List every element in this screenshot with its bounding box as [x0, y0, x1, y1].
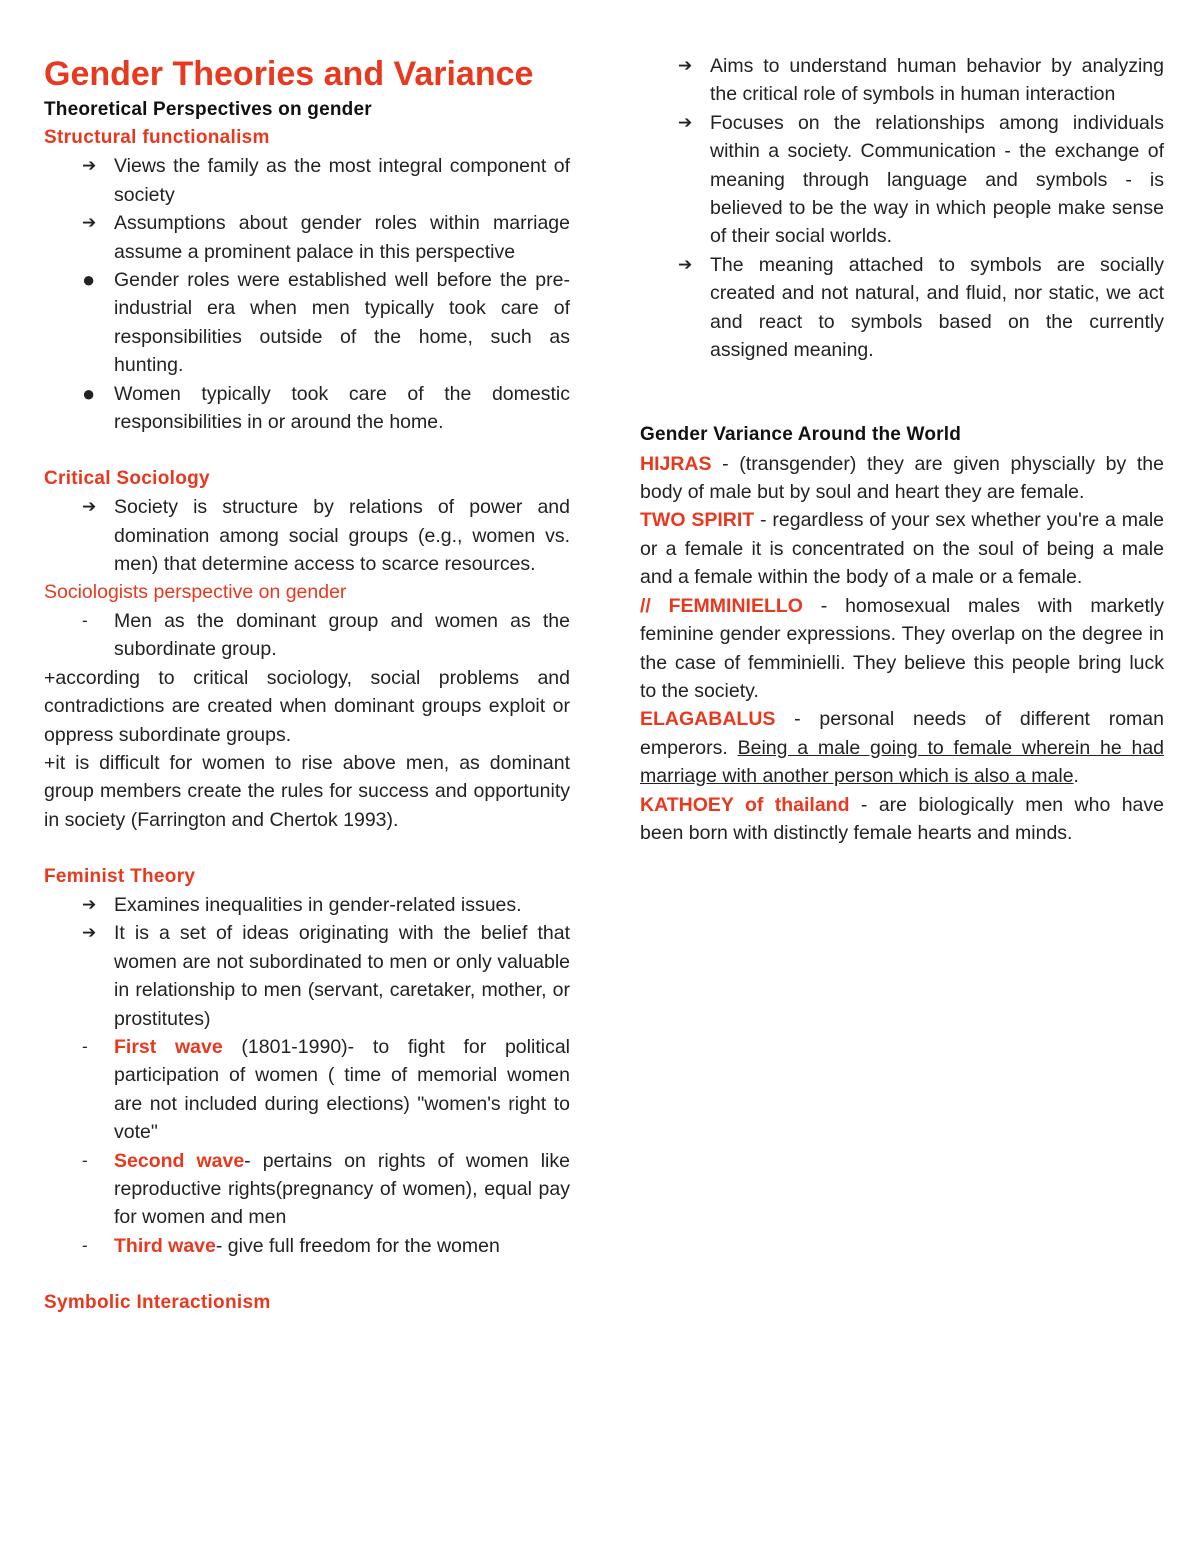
variance-term: TWO SPIRIT	[640, 509, 755, 532]
dash-icon: -	[82, 1150, 88, 1170]
variance-entry-two-spirit: TWO SPIRIT - regardless of your sex whether you're a male or a female it is concentrated on the soul of being a male and a female within the body of a male or a female.	[640, 509, 1164, 589]
critical-paragraph-2: +it is difficult for women to rise above men, as dominant group members create the rules for success and opportunity in society (Farrington and Chertok 1993).	[44, 751, 570, 831]
dash-icon: -	[82, 1036, 88, 1056]
list-item: ● Gender roles were established well before the pre-industrial era when men typically took care of responsibilities outside of the home, such as hunting.	[82, 267, 570, 377]
list-item: ➔ Focuses on the relationships among individuals within a society. Communication - the exchange of meaning through language and symbols - is believed to be the way in which people make sense of their social worlds.	[640, 109, 1164, 251]
bullet-icon: ●	[82, 267, 96, 293]
arrow-icon: ➔	[82, 497, 97, 517]
list-item: ➔ It is a set of ideas originating with the belief that women are not subordinated to men or only valuable in relationship to men (servant, caretaker, mother, or prostitutes)	[44, 919, 570, 1033]
right-column	[640, 52, 1164, 847]
dash-icon: -	[82, 610, 88, 630]
wave-item: - First wave (1801-1990)- to fight for political participation of women ( time of memorial women are not included during elections) "women's right to vote"	[44, 1033, 570, 1147]
variance-entry-kathoey: KATHOEY of thailand - are biologically men who have been born with distinctly female hearts and minds.	[640, 793, 1164, 844]
sociologists-subheading: Sociologists perspective on gender	[44, 581, 347, 604]
symbolic-heading: Symbolic Interactionism	[44, 1291, 271, 1313]
dash-icon: -	[82, 1235, 88, 1255]
variance-entry-femminiello: // FEMMINIELLO - homosexual males with marketly feminine gender expressions. They overlap on the degree in the case of femminielli. They believe this people bring luck to the society.	[640, 594, 1164, 702]
list-item: - Men as the dominant group and women as the subordinate group.	[44, 607, 570, 664]
list-item: ➔ Views the family as the most integral component of society	[44, 152, 570, 209]
variance-entry-elagabalus: ELAGABALUS - personal needs of different roman emperors. Being a male going to female wherein he had marriage with another person which is also a male.	[640, 708, 1165, 788]
underlined-text: Being a male going to female wherein he had marriage with another person which is also a male	[640, 736, 1165, 788]
list-item: ➔ The meaning attached to symbols are socially created and not natural, and fluid, nor static, we act and react to symbols based on the currently assigned meaning.	[640, 251, 1164, 365]
page-title: Gender Theories and Variance	[44, 55, 534, 93]
variance-term: ELAGABALUS	[640, 708, 776, 731]
arrow-icon: ➔	[82, 156, 97, 176]
wave-label: Third wave	[114, 1234, 216, 1257]
list-item: ➔ Aims to understand human behavior by analyzing the critical role of symbols in human interaction	[640, 52, 1164, 109]
wave-item: - Third wave- give full freedom for the women	[44, 1232, 570, 1260]
bullet-icon: ●	[82, 380, 96, 406]
variance-entry-hijras: HIJRAS - (transgender) they are given physcially by the body of male but by soul and heart they are female.	[640, 452, 1164, 504]
left-column	[44, 52, 570, 1317]
variance-term: HIJRAS	[640, 452, 712, 475]
arrow-icon: ➔	[82, 213, 97, 233]
wave-label: First wave	[114, 1035, 223, 1058]
critical-heading: Critical Sociology	[44, 467, 210, 489]
variance-term: KATHOEY of thailand	[640, 793, 850, 816]
arrow-icon: ➔	[678, 112, 693, 132]
wave-item: - Second wave- pertains on rights of women like reproductive rights(pregnancy of women), equal pay for women and men	[44, 1147, 570, 1232]
list-item: ● Women typically took care of the domestic responsibilities in or around the home.	[82, 380, 570, 434]
wave-label: Second wave	[114, 1149, 245, 1172]
list-item: ➔ Examines inequalities in gender-related issues.	[44, 891, 570, 919]
list-item: ➔ Assumptions about gender roles within marriage assume a prominent palace in this perspective	[44, 209, 570, 266]
critical-paragraph-1: +according to critical sociology, social problems and contradictions are created when dominant groups exploit or oppress subordinate groups.	[44, 666, 570, 746]
page-subtitle: Theoretical Perspectives on gender	[44, 99, 372, 120]
arrow-icon: ➔	[678, 254, 693, 274]
feminist-heading: Feminist Theory	[44, 865, 196, 887]
variance-heading: Gender Variance Around the World	[640, 424, 962, 446]
arrow-icon: ➔	[678, 56, 693, 75]
list-item: ➔ Society is structure by relations of power and domination among social groups (e.g., women vs. men) that determine access to scarce resources.	[44, 493, 570, 578]
structural-list	[44, 152, 570, 436]
variance-term: // FEMMINIELLO	[640, 594, 803, 617]
structural-heading: Structural functionalism	[44, 127, 270, 148]
arrow-icon: ➔	[82, 923, 97, 943]
arrow-icon: ➔	[82, 894, 97, 914]
